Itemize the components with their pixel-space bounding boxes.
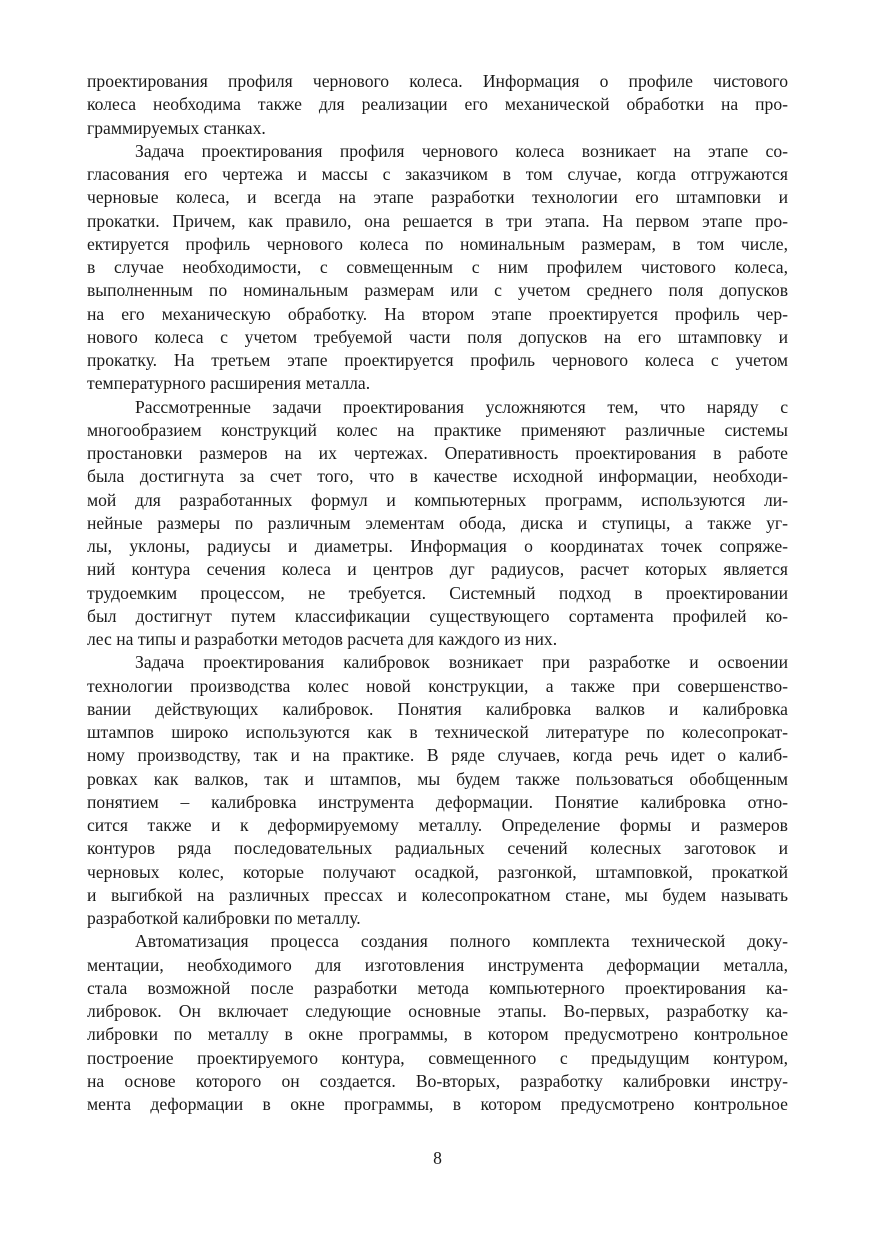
paragraph (87, 70, 788, 140)
text-line: вании действующих калибровок. Понятия калибровка валков и калибровка (87, 698, 788, 719)
page-number: 8 (433, 1148, 442, 1168)
text-line: многообразием конструкций колес на практике применяют различные системы (87, 419, 788, 440)
paragraph (87, 396, 788, 652)
text-line: мой для разработанных формул и компьютерных программ, используются ли- (87, 489, 788, 510)
text-line: на основе которого он создается. Во-вторых, разработку калибровки инстру- (87, 1070, 788, 1091)
text-line: и выгибкой на различных прессах и колесопрокатном стане, мы будем называть (87, 884, 788, 905)
text-line: температурного расширения металла. (87, 373, 371, 394)
paragraph (87, 930, 788, 1116)
paragraph (87, 651, 788, 930)
text-line: нового колеса с учетом требуемой части поля допусков на его штамповку и (87, 326, 788, 347)
text-line: черновые колеса, и всегда на этапе разработки технологии его штамповки и (87, 187, 788, 208)
text-line: черновых колес, которые получают осадкой, разгонкой, штамповкой, прокаткой (87, 861, 788, 882)
text-line: Задача проектирования профиля чернового колеса возникает на этапе со- (135, 140, 788, 161)
text-line: лес на типы и разработки методов расчета для каждого из них. (87, 629, 558, 649)
text-line: контуров ряда последовательных радиальных сечений колесных заготовок и (87, 838, 788, 859)
text-line: понятием – калибровка инструмента деформации. Понятие калибровка отно- (87, 791, 788, 812)
text-line: Рассмотренные задачи проектирования усложняются тем, что наряду с (135, 396, 788, 417)
text-line: Автоматизация процесса создания полного комплекта технической доку- (135, 931, 788, 952)
paragraph (87, 140, 788, 396)
text-line: нейные размеры по различным элементам обода, диска и ступицы, а также уг- (87, 512, 788, 533)
text-line: проектирования профиля чернового колеса. Информация о профиле чистового (87, 71, 788, 91)
text-line: разработкой калибровки по металлу. (87, 908, 361, 928)
text-line: гласования его чертежа и массы с заказчиком в том случае, когда отгружаются (87, 164, 788, 184)
text-line: штампов широко используются как в технической литературе по колесопрокат- (87, 722, 788, 742)
text-line: технологии производства колес новой конструкции, а также при совершенство- (87, 675, 788, 696)
text-line: на его механическую обработку. На втором этапе проектируется профиль чер- (87, 303, 788, 324)
text-line: либровки по металлу в окне программы, в котором предусмотрено контрольное (87, 1024, 788, 1045)
text-line: колеса необходима также для реализации его механической обработки на про- (87, 94, 788, 115)
text-line: мента деформации в окне программы, в котором предусмотрено контрольное (87, 1094, 788, 1114)
text-line: трудоемким процессом, не требуется. Системный подход в проектировании (87, 582, 788, 603)
text-line: стала возможной после разработки метода компьютерного проектирования ка- (87, 977, 788, 998)
text-line: ментации, необходимого для изготовления инструмента деформации металла, (87, 954, 788, 975)
text-line: выполненным по номинальным размерам или с учетом среднего поля допусков (87, 280, 788, 301)
text-line: прокатки. Причем, как правило, она решается в три этапа. На первом этапе про- (87, 210, 788, 231)
text-line: ектируется профиль чернового колеса по номинальным размерам, в том числе, (87, 233, 788, 254)
text-line: простановки размеров на их чертежах. Оперативность проектирования в работе (87, 443, 788, 463)
text-line: была достигнута за счет того, что в качестве исходной информации, необходи- (87, 466, 788, 487)
text-line: прокатку. На третьем этапе проектируется профиль чернового колеса с учетом (87, 350, 788, 370)
text-line: ровках как валков, так и штампов, мы будем также пользоваться обобщенным (87, 768, 788, 789)
text-line: был достигнут путем классификации существующего сортамента профилей ко- (87, 605, 788, 626)
text-line: Задача проектирования калибровок возникает при разработке и освоении (135, 652, 788, 673)
text-line: сится также и к деформируемому металлу. Определение формы и размеров (87, 815, 788, 835)
text-line: лы, уклоны, радиусы и диаметры. Информация о координатах точек сопряже- (87, 536, 788, 556)
text-line: построение проектируемого контура, совмещенного с предыдущим контуром, (87, 1047, 788, 1068)
text-line: ному производству, так и на практике. В ряде случаев, когда речь идет о калиб- (87, 745, 788, 766)
page-body (87, 70, 788, 1116)
text-line: ний контура сечения колеса и центров дуг радиусов, расчет которых является (87, 559, 788, 580)
text-line: в случае необходимости, с совмещенным с ним профилем чистового колеса, (87, 257, 788, 277)
text-line: либровок. Он включает следующие основные этапы. Во-первых, разработку ка- (87, 1001, 788, 1021)
text-line: граммируемых станках. (87, 117, 266, 138)
